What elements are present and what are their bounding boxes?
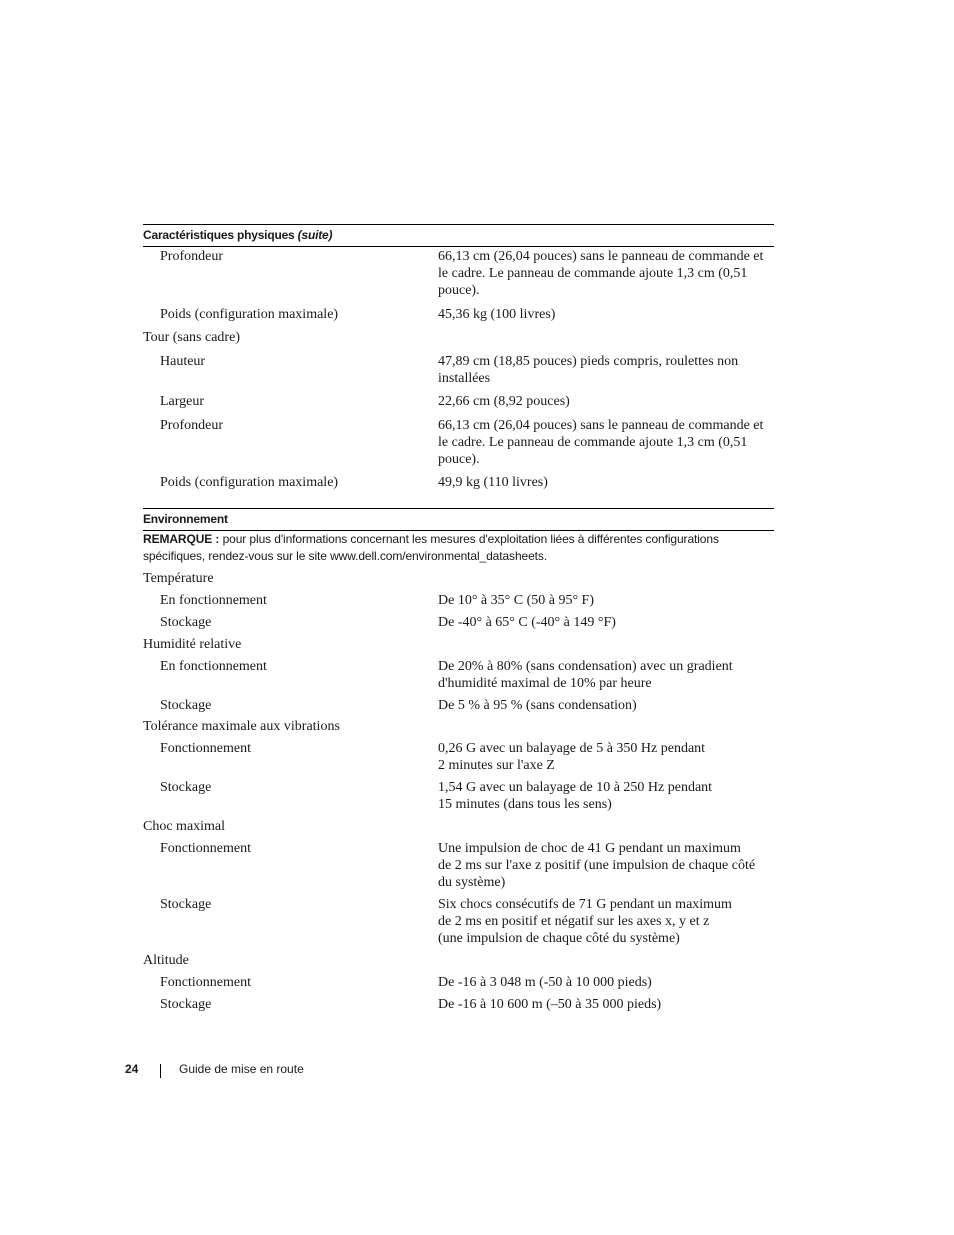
- category-label: Tolérance maximale aux vibrations: [143, 719, 340, 734]
- spec-value: 49,9 kg (110 livres): [438, 475, 548, 490]
- spec-value: De 5 % à 95 % (sans condensation): [438, 698, 637, 713]
- spec-label: Fonctionnement: [160, 975, 251, 990]
- spec-value-line: de 2 ms en positif et négatif sur les axes x, y et z: [438, 914, 710, 929]
- spec-value: De 10° à 35° C (50 à 95° F): [438, 593, 594, 608]
- spec-label: Stockage: [160, 997, 212, 1012]
- spec-value: 45,36 kg (100 livres): [438, 307, 556, 322]
- spec-value-line: 0,26 G avec un balayage de 5 à 350 Hz pendant: [438, 741, 706, 756]
- note-text: pour plus d'informations concernant les mesures d'exploitation liées à différentes configurations spécifiques, rendez-vous sur le site: [143, 532, 719, 563]
- category-label: Température: [143, 571, 214, 586]
- spec-value: De -40° à 65° C (-40° à 149 °F): [438, 615, 616, 630]
- spec-value: De -16 à 3 048 m (-50 à 10 000 pieds): [438, 975, 652, 990]
- category-label: Choc maximal: [143, 819, 226, 834]
- spec-label: Profondeur: [160, 249, 223, 264]
- footer-divider: [160, 1064, 161, 1078]
- spec-value: [438, 896, 774, 947]
- section-header-environment: [143, 508, 774, 531]
- section-title: Environnement: [143, 512, 228, 526]
- category-label: Tour (sans cadre): [143, 330, 240, 345]
- spec-label: Hauteur: [160, 354, 206, 369]
- spec-value: 22,66 cm (8,92 pouces): [438, 394, 570, 409]
- spec-value-line: 15 minutes (dans tous les sens): [438, 797, 612, 812]
- page-number: 24: [125, 1062, 139, 1076]
- note: [143, 531, 774, 565]
- section-suffix: (suite): [297, 228, 333, 242]
- spec-label: Profondeur: [160, 418, 223, 433]
- spec-value: 66,13 cm (26,04 pouces) sans le panneau de commande et le cadre. Le panneau de commande ajoute 1,3 cm (0,51 pouce).: [438, 249, 764, 298]
- spec-value: [438, 779, 774, 813]
- spec-label: Fonctionnement: [160, 841, 251, 856]
- spec-label: Stockage: [160, 615, 212, 630]
- spec-label: Largeur: [160, 394, 205, 409]
- category-label: Altitude: [143, 953, 189, 968]
- spec-value-line: 2 minutes sur l'axe Z: [438, 758, 555, 773]
- section-title: Caractéristiques physiques: [143, 228, 295, 242]
- section-header-physical: [143, 224, 774, 247]
- footer-doc-title: Guide de mise en route: [179, 1062, 304, 1076]
- spec-label: Stockage: [160, 780, 212, 795]
- spec-value-line: (une impulsion de chaque côté du système): [438, 931, 680, 946]
- spec-label: Poids (configuration maximale): [160, 475, 339, 490]
- spec-value-line: Une impulsion de choc de 41 G pendant un maximum: [438, 841, 741, 856]
- spec-label: En fonctionnement: [160, 593, 267, 608]
- spec-label: En fonctionnement: [160, 659, 267, 674]
- note-link: www.dell.com/environmental_datasheets: [330, 549, 544, 563]
- spec-label: Fonctionnement: [160, 741, 251, 756]
- note-end: .: [543, 549, 548, 563]
- spec-value: 66,13 cm (26,04 pouces) sans le panneau de commande et le cadre. Le panneau de commande ajoute 1,3 cm (0,51 pouce).: [438, 418, 764, 467]
- spec-value-line: de 2 ms sur l'axe z positif (une impulsion de chaque côté: [438, 858, 756, 873]
- note-label: REMARQUE :: [143, 532, 220, 546]
- spec-label: Stockage: [160, 897, 212, 912]
- spec-label: Poids (configuration maximale): [160, 307, 339, 322]
- spec-label: Stockage: [160, 698, 212, 713]
- spec-value: [438, 740, 774, 774]
- spec-value: [438, 840, 774, 891]
- spec-value: 47,89 cm (18,85 pouces) pieds compris, roulettes non installées: [438, 354, 739, 386]
- spec-value: De 20% à 80% (sans condensation) avec un gradient d'humidité maximal de 10% par heure: [438, 659, 733, 691]
- spec-value-line: 1,54 G avec un balayage de 10 à 250 Hz pendant: [438, 780, 713, 795]
- spec-value-line: du système): [438, 875, 506, 890]
- category-label: Humidité relative: [143, 637, 242, 652]
- spec-value: De -16 à 10 600 m (–50 à 35 000 pieds): [438, 997, 662, 1012]
- spec-value-line: Six chocs consécutifs de 71 G pendant un maximum: [438, 897, 732, 912]
